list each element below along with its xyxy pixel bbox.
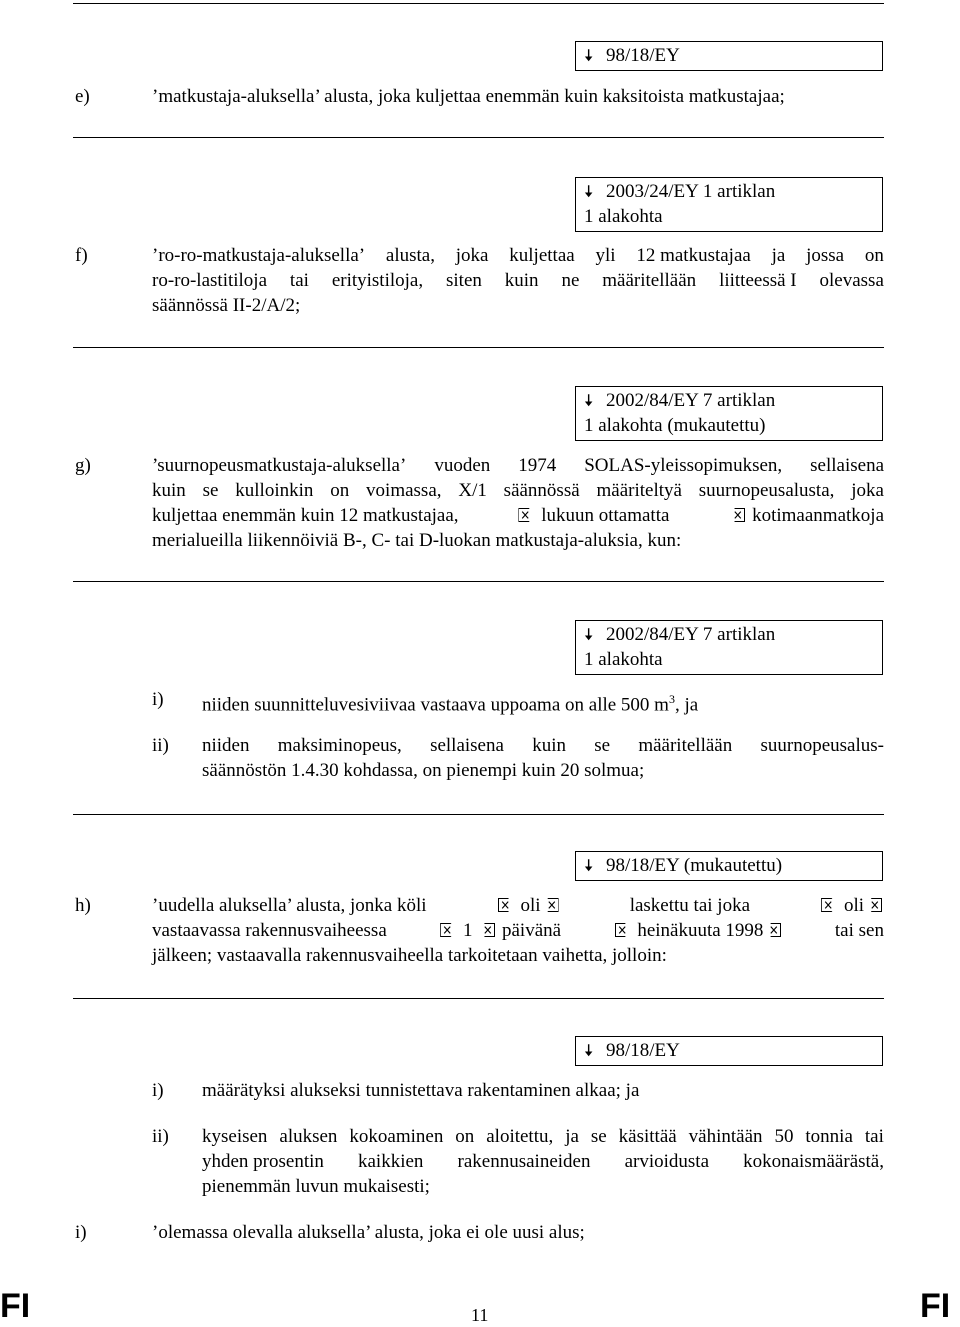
text-segment: , ja: [674, 694, 699, 716]
text-word: tonnia: [805, 1126, 853, 1147]
text-segment: [516, 503, 669, 528]
separator-rule: [73, 347, 884, 348]
text-word: on: [864, 245, 884, 266]
reference-box: [575, 1036, 883, 1066]
text-segment: oli: [520, 895, 541, 916]
item-label: e): [75, 86, 90, 107]
text-word: aloitettu,: [486, 1126, 554, 1147]
text-word: voimassa,: [366, 480, 442, 501]
text-segment: niiden suunnitteluvesiviivaa vastaava uppoama on alle 500 m: [202, 694, 669, 716]
text-segment: laskettu tai joka: [629, 895, 751, 916]
item-text-line: määrätyksi alukseksi tunnistettava rakentaminen alkaa; ja: [202, 1080, 640, 1101]
text-word: siten: [446, 270, 482, 291]
text-word: 12 matkustajaa: [636, 245, 751, 266]
text-segment: kuljettaa enemmän kuin 12 matkustajaa,: [152, 505, 459, 526]
insert-start-marker-icon: [498, 898, 514, 912]
text-word: se: [590, 1126, 607, 1147]
item-label: i): [75, 1222, 87, 1243]
down-arrow-icon: 🠇: [584, 391, 594, 410]
item-text: ’olemassa olevalla aluksella’ alusta, joka ei ole uusi alus;: [152, 1222, 585, 1243]
item-text-line: [152, 503, 884, 528]
text-segment: oli: [843, 895, 864, 916]
text-word: rakennusaineiden: [457, 1151, 591, 1172]
text-word: tai: [864, 1126, 884, 1147]
item-text-line: säännöstön 1.4.30 kohdassa, on pienempi kuin 20 solmua;: [202, 760, 645, 781]
text-word: kuin: [532, 735, 566, 756]
superscript: 3: [668, 692, 675, 706]
text-word: säännössä: [503, 480, 580, 501]
separator-rule: [73, 137, 884, 138]
text-word: kuin: [504, 270, 539, 291]
text-segment: 1: [463, 920, 473, 941]
language-code-left: FI: [0, 1287, 31, 1325]
insert-start-marker-icon: [821, 898, 837, 912]
text-segment: lukuun ottamatta: [541, 505, 670, 526]
text-word: jossa: [806, 245, 845, 266]
text-word: ja: [565, 1126, 579, 1147]
insert-end-marker-icon: [765, 923, 781, 937]
reference-box: [575, 41, 883, 71]
text-word: kokoaminen: [349, 1126, 444, 1147]
page-number: 11: [471, 1305, 489, 1325]
insert-end-marker-icon: [729, 508, 745, 522]
text-word: on: [330, 480, 350, 501]
text-segment: [819, 893, 884, 918]
reference-text: 2003/24/EY 1 artiklan: [606, 181, 776, 202]
item-label: ii): [152, 1126, 169, 1147]
separator-rule: [73, 581, 884, 582]
text-word: ne: [561, 270, 580, 291]
text-segment: päivänä: [502, 920, 562, 941]
separator-rule: [73, 3, 884, 4]
down-arrow-icon: 🠇: [584, 182, 594, 201]
insert-start-marker-icon: [518, 508, 534, 522]
text-word: kuin: [152, 480, 186, 501]
text-word: ’suurnopeusmatkustaja-aluksella’: [152, 455, 407, 476]
text-word: aluksen: [279, 1126, 338, 1147]
text-word: ’ro-ro-matkustaja-aluksella’: [152, 245, 366, 266]
insert-start-marker-icon: [440, 923, 456, 937]
insert-start-marker-icon: [615, 923, 631, 937]
text-segment: tai sen: [834, 920, 884, 941]
text-word: käsittää: [618, 1126, 677, 1147]
text-word: 1974: [518, 455, 557, 476]
text-segment: ’uudella aluksella’ alusta, jonka köli: [152, 895, 427, 916]
item-text-line: [202, 733, 884, 758]
text-word: SOLAS-yleissopimuksen,: [584, 455, 783, 476]
item-label: h): [75, 895, 91, 916]
item-text-line: merialueilla liikennöiviä B-, C- tai D-luokan matkustaja-aluksia, kun:: [152, 530, 682, 551]
text-word: suurnopeusalusta,: [698, 480, 835, 501]
text-segment: [727, 503, 884, 528]
item-text-line: [152, 478, 884, 503]
text-word: määritellään: [602, 270, 697, 291]
text-word: määritellään: [638, 735, 733, 756]
text-segment: [496, 893, 561, 918]
item-label: i): [152, 1080, 164, 1101]
separator-rule: [73, 998, 884, 999]
insert-end-marker-icon: [543, 898, 559, 912]
item-text-line: [202, 687, 698, 717]
reference-text: 2002/84/EY 7 artiklan: [606, 624, 776, 645]
separator-rule: [73, 814, 884, 815]
item-text-line: [152, 918, 884, 943]
insert-end-marker-icon: [866, 898, 882, 912]
down-arrow-icon: 🠇: [584, 856, 594, 875]
text-word: se: [202, 480, 219, 501]
text-word: sellaisena: [430, 735, 504, 756]
item-text-line: [152, 243, 884, 268]
down-arrow-icon: 🠇: [584, 1041, 594, 1060]
text-word: X/1: [458, 480, 487, 501]
text-word: on: [455, 1126, 475, 1147]
text-word: kulloinkin: [235, 480, 314, 501]
text-word: erityistiloja,: [331, 270, 424, 291]
reference-box: [575, 620, 883, 675]
reference-text: 2002/84/EY 7 artiklan: [606, 390, 776, 411]
text-word: suurnopeusalus-: [760, 735, 884, 756]
text-word: kaikkien: [358, 1151, 424, 1172]
item-text-line: [202, 1124, 884, 1149]
reference-text: 98/18/EY: [606, 45, 680, 66]
text-word: ro-ro-lastitiloja: [152, 270, 268, 291]
item-label: f): [75, 245, 88, 266]
text-word: yhden prosentin: [202, 1151, 324, 1172]
text-word: se: [594, 735, 611, 756]
reference-box: [575, 177, 883, 232]
text-segment: [438, 918, 561, 943]
text-word: tai: [289, 270, 309, 291]
item-label: i): [152, 689, 164, 710]
reference-text: 1 alakohta: [584, 649, 663, 670]
text-word: 50: [774, 1126, 794, 1147]
insert-end-marker-icon: [479, 923, 495, 937]
text-word: vähintään: [688, 1126, 763, 1147]
text-word: liitteessä I: [719, 270, 797, 291]
item-text-line: [152, 453, 884, 478]
reference-box: [575, 386, 883, 441]
text-word: niiden: [202, 735, 250, 756]
reference-text: 98/18/EY: [606, 1040, 680, 1061]
text-word: määriteltyä: [596, 480, 682, 501]
down-arrow-icon: 🠇: [584, 46, 594, 65]
text-segment: kotimaanmatkoja: [752, 505, 884, 526]
text-word: yli: [595, 245, 616, 266]
text-word: ja: [771, 245, 786, 266]
reference-text: 98/18/EY (mukautettu): [606, 855, 783, 876]
text-word: olevassa: [819, 270, 884, 291]
item-text-line: [202, 1149, 884, 1174]
text-word: vuoden: [434, 455, 491, 476]
item-label: g): [75, 455, 91, 476]
item-label: ii): [152, 735, 169, 756]
item-text-line: pienemmän luvun mukaisesti;: [202, 1176, 430, 1197]
text-segment: heinäkuuta 1998: [637, 920, 764, 941]
item-text-line: [152, 268, 884, 293]
text-segment: [613, 918, 784, 943]
text-word: maksiminopeus,: [277, 735, 402, 756]
text-segment: vastaavassa rakennusvaiheessa: [152, 920, 387, 941]
text-word: sellaisena: [810, 455, 884, 476]
text-word: joka: [851, 480, 884, 501]
reference-text: 1 alakohta (mukautettu): [584, 415, 766, 436]
item-text-line: säännössä II-2/A/2;: [152, 295, 301, 316]
text-word: joka: [455, 245, 489, 266]
language-code-right: FI: [920, 1287, 951, 1325]
text-word: kyseisen: [202, 1126, 268, 1147]
item-text-line: jälkeen; vastaavalla rakennusvaiheella tarkoitetaan vaihetta, jolloin:: [152, 945, 667, 966]
item-text: ’matkustaja-aluksella’ alusta, joka kuljettaa enemmän kuin kaksitoista matkustajaa;: [152, 86, 785, 107]
text-word: alusta,: [385, 245, 435, 266]
text-word: arvioidusta: [624, 1151, 710, 1172]
text-word: kuljettaa: [509, 245, 575, 266]
reference-box: [575, 851, 883, 881]
text-word: kokonaismäärästä,: [743, 1151, 884, 1172]
down-arrow-icon: 🠇: [584, 625, 594, 644]
reference-text: 1 alakohta: [584, 206, 663, 227]
item-text-line: [152, 893, 884, 918]
